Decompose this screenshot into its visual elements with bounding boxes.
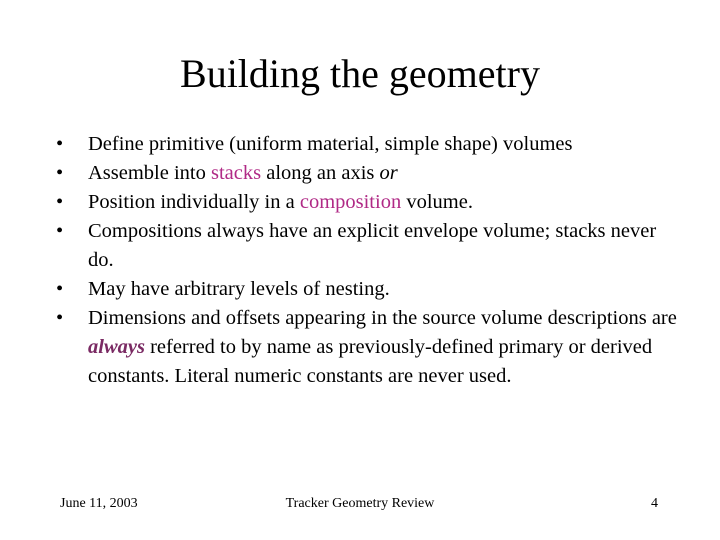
bullet-dot-icon: • — [56, 133, 64, 155]
bullet-dot-icon: • — [56, 307, 64, 329]
bullet-text: volume. — [401, 191, 473, 213]
bullet-item-assemble-stacks — [50, 159, 680, 188]
always-emphasis: always — [88, 336, 145, 358]
bullet-text: Position individually in a — [88, 191, 300, 213]
bullet-item-dimensions-offsets — [50, 304, 680, 391]
bullet-text: Assemble into — [88, 162, 211, 184]
bullet-text: May have arbitrary levels of nesting. — [88, 278, 390, 300]
bullet-list — [50, 130, 680, 391]
bullet-item-define-primitives — [50, 130, 680, 159]
bullet-text: Dimensions and offsets appearing in the source volume descriptions are — [88, 307, 677, 329]
or-word: or — [379, 162, 398, 184]
bullet-item-position-composition — [50, 188, 680, 217]
bullet-text: referred to by name as previously-defined primary or derived constants. Literal numeric constants are never used. — [88, 336, 653, 387]
bullet-dot-icon: • — [56, 191, 64, 213]
bullet-text: along an axis — [261, 162, 380, 184]
composition-term: composition — [299, 191, 402, 213]
bullet-item-compositions-envelope — [50, 217, 680, 275]
slide-title: Building the geometry — [180, 51, 540, 96]
bullet-dot-icon: • — [56, 278, 64, 300]
stacks-term: stacks — [211, 162, 262, 184]
footer-page-number: 4 — [651, 496, 658, 511]
bullet-text: Compositions always have an explicit envelope volume; stacks never do. — [88, 220, 657, 271]
bullet-dot-icon: • — [56, 220, 64, 242]
footer-presentation-title: Tracker Geometry Review — [285, 496, 435, 511]
footer-date: June 11, 2003 — [60, 496, 138, 511]
bullet-dot-icon: • — [56, 162, 64, 184]
bullet-item-nesting — [50, 275, 680, 304]
bullet-text: Define primitive (uniform material, simple shape) volumes — [88, 133, 573, 155]
